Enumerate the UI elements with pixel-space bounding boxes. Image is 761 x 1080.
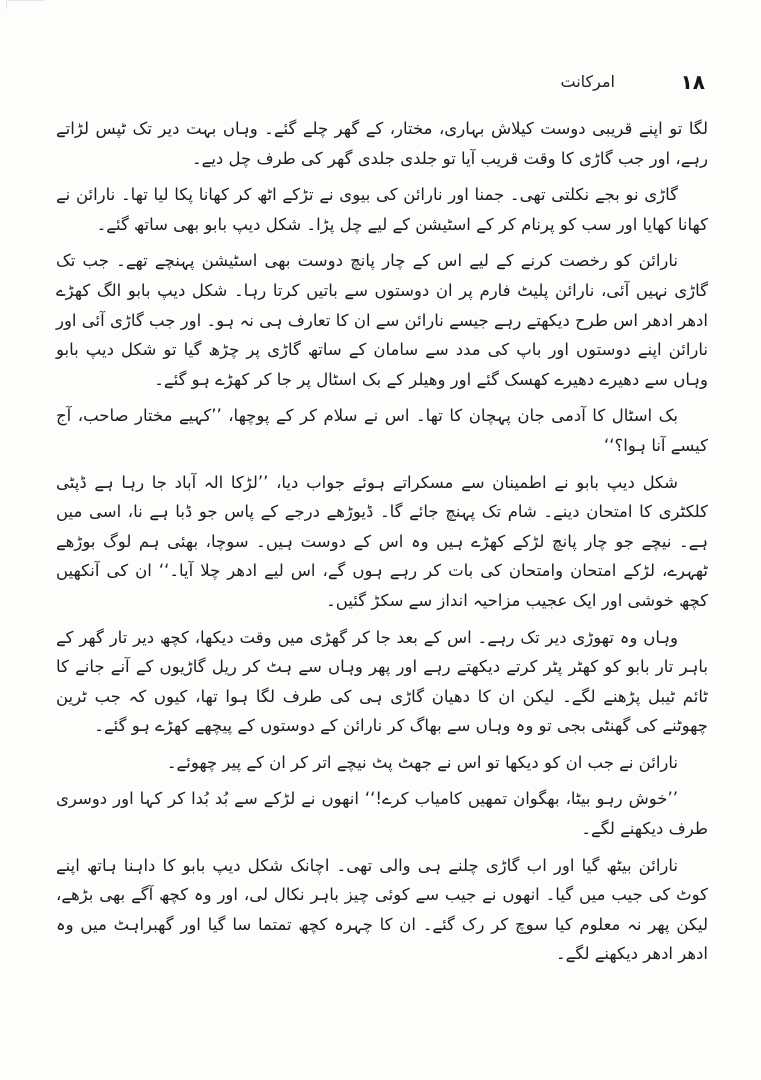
paragraph: شکل دیپ بابو نے اطمینان سے مسکراتے ہوئے جواب دیا، ’’لڑکا الہ آباد جا رہا ہے ڈپٹی کلکٹری کا امتحان دینے۔ شام تک پہنچ جائے گا۔ ڈیوڑھے درجے کے پاس جو ڈبا ہے نا، اسی میں ہے۔ نیچے جو چار پانچ لڑکے کھڑے ہیں وہ اس کے دوست ہیں۔ سوچا، بھئی ہم لوگ بوڑھے ٹھہرے، لڑکے امتحان وامتحان کی بات کر رہے ہوں گے، اس لیے ادھر چلا آیا۔‘‘ ان کی آنکھیں کچھ خوشی اور ایک عجیب مزاحیہ انداز سے سکڑ گئیں۔ bbox=[56, 472, 708, 610]
paragraph: لگا تو اپنے قریبی دوست کیلاش بہاری، مختار، کے گھر چلے گئے۔ وہاں بہت دیر تک ٹپس لڑاتے رہے، اور جب گاڑی کا وقت قریب آیا تو جلدی جلدی گھر کی طرف چل دیے۔ bbox=[56, 119, 708, 168]
running-title: امرکانت bbox=[560, 72, 615, 91]
paragraph: نارائن بیٹھ گیا اور اب گاڑی چلنے ہی والی تھی۔ اچانک شکل دیپ بابو کا داہنا ہاتھ اپنے کوٹ کی جیب میں گیا۔ انھوں نے جیب سے کوئی چیز باہر نکال لی، اور وہ کچھ آگے بھی بڑھے، لیکن پھر نہ معلوم کیا سوچ کر رک گئے۔ ان کا چہرہ کچھ تمتما سا گیا اور گھبراہٹ میں وہ ادھر ادھر دیکھنے لگے۔ bbox=[56, 855, 708, 964]
page-header bbox=[70, 70, 705, 98]
paragraph: گاڑی نو بجے نکلتی تھی۔ جمنا اور نارائن کی بیوی نے تڑکے اٹھ کر کھانا پکا لیا تھا۔ نارائن نے کھانا کھایا اور سب کو پرنام کر کے اسٹیشن کے لیے چل پڑا۔ شکل دیپ بابو بھی ساتھ گئے۔ bbox=[56, 185, 708, 234]
paragraph: نارائن نے جب ان کو دیکھا تو اس نے جھٹ پٹ نیچے اتر کر ان کے پیر چھوئے۔ bbox=[166, 752, 678, 772]
paragraph: نارائن کو رخصت کرنے کے لیے اس کے چار پانچ دوست بھی اسٹیشن پہنچے تھے۔ جب تک گاڑی نہیں آئی، نارائن پلیٹ فارم پر ان دوستوں سے باتیں کرتا رہا۔ شکل دیپ بابو الگ کھڑے ادھر ادھر اس طرح دیکھتے رہے جیسے نارائن سے ان کا تعارف ہی نہ ہو۔ اور جب گاڑی آئی اور نارائن اپنے دوستوں اور باپ کی مدد سے سامان کے ساتھ گاڑی پر چڑھ گیا تو شکل دیپ بابو وہاں سے دھیرے دھیرے کھسک گئے اور وھیلر کے بک اسٹال پر جا کر کھڑے ہو گئے۔ bbox=[56, 251, 708, 389]
paragraph: وہاں وہ تھوڑی دیر تک رہے۔ اس کے بعد جا کر گھڑی میں وقت دیکھا، کچھ دیر تار گھر کے باہر تار بابو کو کھٹر پٹر کرتے دیکھتے رہے اور پھر وہاں سے ہٹ کر ریل گاڑیوں کے آنے جانے کا ٹائم ٹیبل پڑھنے لگے۔ لیکن ان کا دھیان گاڑی ہی کی طرف لگا ہوا تھا، کیوں کہ جب ٹرین چھوٹنے کی گھنٹی بجی تو وہ وہاں سے بھاگ کر نارائن کے دوستوں کے پیچھے کھڑے ہو گئے۔ bbox=[56, 627, 708, 736]
page-body bbox=[56, 114, 708, 976]
paragraph: ’’خوش رہو بیٹا، بھگوان تمھیں کامیاب کرے!‘‘ انھوں نے لڑکے سے بُد بُدا کر کہا اور دوسری طرف دیکھنے لگے۔ bbox=[56, 789, 708, 839]
page-number: ۱۸ bbox=[680, 70, 705, 94]
paragraph: بک اسٹال کا آدمی جان پہچان کا تھا۔ اس نے سلام کر کے پوچھا، ’’کہیے مختار صاحب، آج کیسے آنا ہوا؟‘‘ bbox=[56, 406, 708, 455]
scan-corner-mark bbox=[6, 0, 45, 9]
